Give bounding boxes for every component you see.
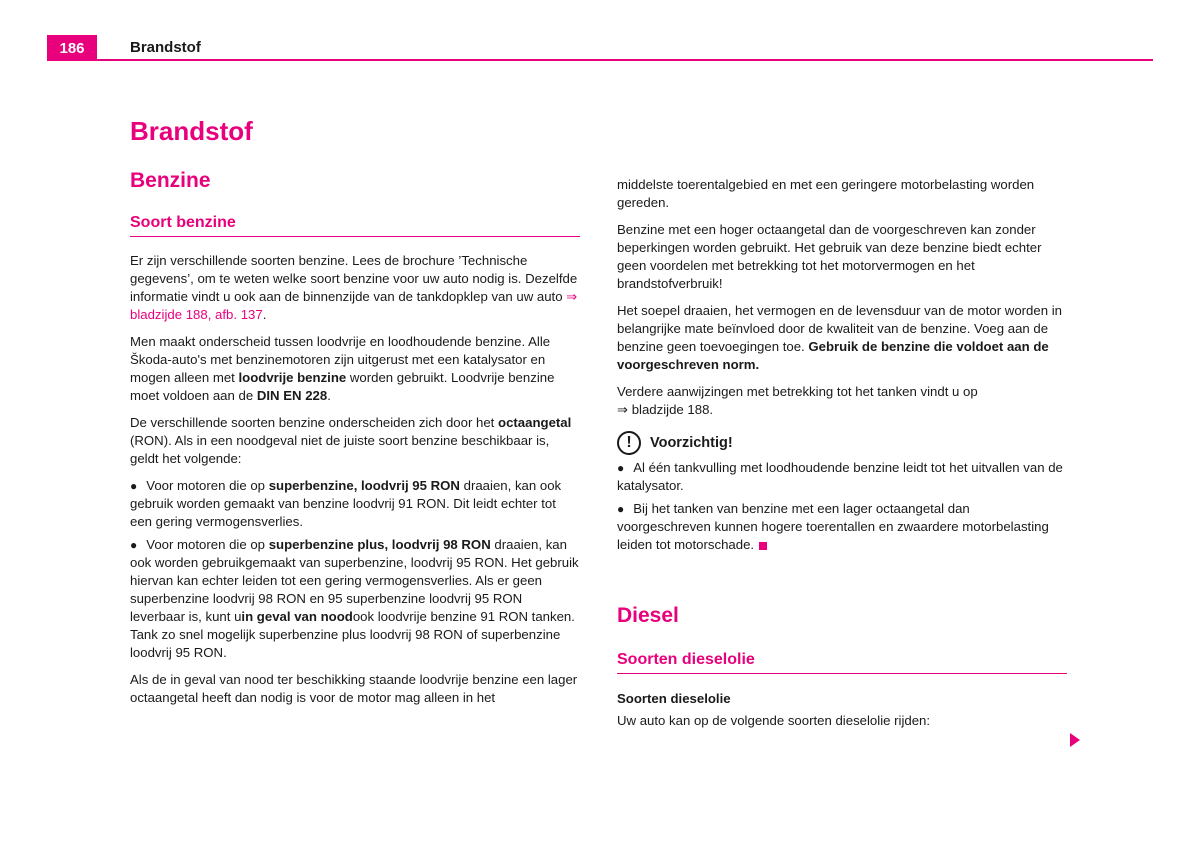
- paragraph-emergency: Als de in geval van nood ter beschikking staande loodvrije benzine een lager octaangetal heeft dan nodig is voor de motor mag alleen in het: [130, 672, 578, 705]
- paragraph-lead: Men maakt onderscheid tussen loodvrije en loodhoudende benzine. Alle Škoda-auto's met benzinemotoren zijn uitgerust met een katalysator en mogen alleen met loodvrije benzine worden gebruikt. Loodvrije benzine moet voldoen aan de DIN EN 228.: [130, 334, 555, 403]
- warning-header: [617, 431, 1067, 455]
- header-rule: [47, 59, 1153, 61]
- section-title-benzine: Benzine: [130, 169, 211, 192]
- section-end-icon: [759, 542, 767, 550]
- page-number: 186: [47, 35, 97, 60]
- warning-title: Voorzichtig!: [650, 435, 733, 451]
- bullet-dot-icon: ●: [130, 479, 138, 493]
- bullet-dot-icon: ●: [617, 461, 625, 475]
- bullet-dot-icon: ●: [130, 538, 138, 552]
- bullet-item: ● Voor motoren die op superbenzine, loodvrij 95 RON draaien, kan ook gebruik worden gemaakt van benzine loodvrij 91 RON. Dit leidt echter tot een gering vermogensverlies.: [130, 478, 562, 529]
- exclamation-icon: !: [617, 431, 641, 455]
- chapter-title: Brandstof: [130, 116, 253, 146]
- bullet-item: ● Voor motoren die op superbenzine plus, loodvrij 98 RON draaien, kan ook worden gebruikgemaakt van superbenzine, loodvrij 95 RON. Het gebruik hiervan kan echter leiden tot een gering vermogensverlies. Als er geen superbenzine loodvrij 98 RON en 95 superbenzine loodvrij 95 RON leverbaar is, kunt uin geval van noodook loodvrije benzine 91 RON tanken. Tank zo snel mogelijk superbenzine plus loodvrij 98 RON of superbenzine loodvrij 95 RON.: [130, 537, 579, 660]
- page-reference-link[interactable]: ⇒ bladzijde 188.: [617, 402, 714, 417]
- warning-bullet: ● Al één tankvulling met loodhoudende benzine leidt tot het uitvallen van de katalysator.: [617, 460, 1063, 493]
- next-page-arrow-icon[interactable]: [1070, 733, 1080, 747]
- page-reference-link[interactable]: ⇒ bladzijde 188, afb. 137: [130, 289, 578, 322]
- section-title-diesel: Diesel: [617, 604, 679, 627]
- paragraph-quality: Het soepel draaien, het vermogen en de levensduur van de motor worden in belangrijke mate beïnvloed door de kwaliteit van de benzine. Voeg aan de benzine geen toevoegingen toe. Gebruik de benzine die voldoet aan de voorgeschreven norm.: [617, 303, 1062, 372]
- paragraph-diesel-intro: Uw auto kan op de volgende soorten dieselolie rijden:: [617, 713, 931, 728]
- subsection-title-soorten-dieselolie: Soorten dieselolie: [617, 649, 1067, 674]
- warning-bullet: ● Bij het tanken van benzine met een lager octaangetal dan voorgeschreven kunnen hogere toerentallen en zwaardere motorbelasting leiden tot motorschade.: [617, 501, 1049, 552]
- bullet-dot-icon: ●: [617, 502, 625, 516]
- right-column: [617, 176, 1067, 739]
- paragraph-further-info: Verdere aanwijzingen met betrekking tot het tanken vindt u op ⇒ bladzijde 188.: [617, 384, 978, 417]
- paragraph-higher-octane: Benzine met een hoger octaangetal dan de voorgeschreven kan zonder beperkingen worden gebruikt. Het gebruik van deze benzine biedt echter geen voordelen met betrekking tot het motorvermogen en het brandstofverbruik!: [617, 222, 1042, 291]
- paragraph-octane: De verschillende soorten benzine onderscheiden zich door het octaangetal (RON). Als in een noodgeval niet de juiste soort benzine beschikbaar is, geldt het volgende:: [130, 415, 572, 466]
- left-column: [130, 110, 580, 716]
- paragraph-intro: Er zijn verschillende soorten benzine. Lees de brochure ’Technische gegevens’, om te weten welke soort benzine voor uw auto nodig is. Dezelfde informatie vindt u ook aan de binnenzijde van de tankdopklep van uw auto ⇒ bladzijde 188, afb. 137.: [130, 253, 578, 322]
- running-header-title: Brandstof: [130, 39, 201, 56]
- paragraph-continued: middelste toerentalgebied en met een geringere motorbelasting worden gereden.: [617, 177, 1035, 210]
- subsection-title-soort-benzine: Soort benzine: [130, 212, 580, 237]
- bold-subheading: Soorten dieselolie: [617, 691, 731, 706]
